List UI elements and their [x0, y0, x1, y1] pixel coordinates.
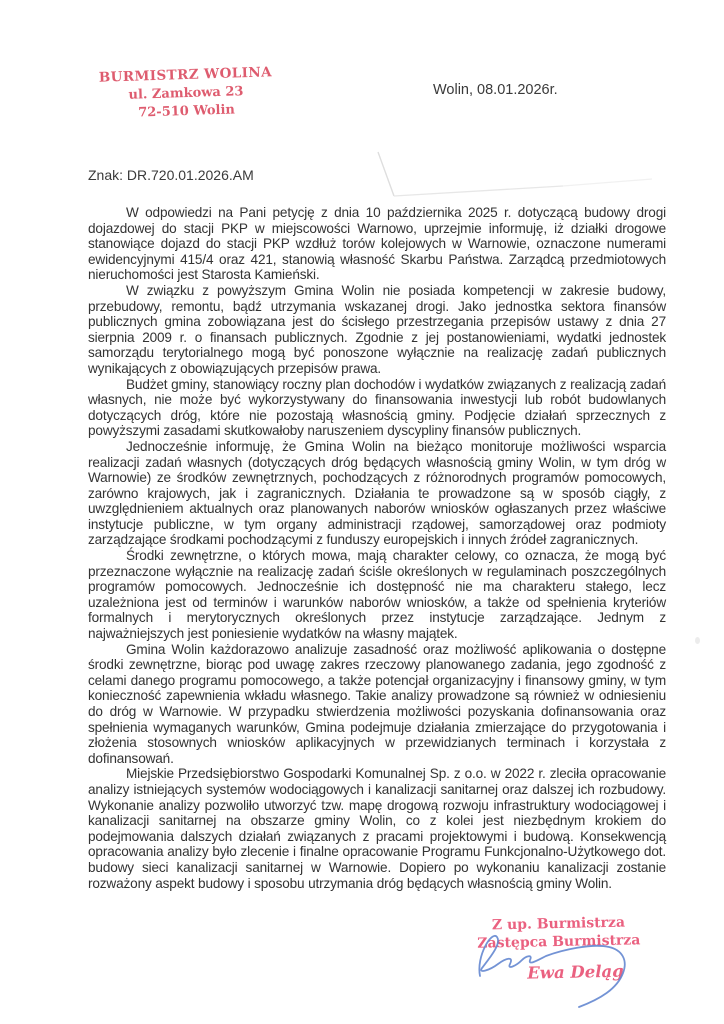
- signature-name: Ewa Deląg: [527, 961, 624, 983]
- signature-authorization: Z up. Burmistrza: [491, 914, 626, 934]
- paragraph-2: W związku z powyższym Gmina Wolin nie posiada kompetencji w zakresie budowy, przebudowy, remontu, bądź utrzymania wskazanej drogi. Jako jednostka sektora finansów publicznych gmina zobowiązana jest do ścisłego przestrzegania przepisów ustawy z dnia 27 sierpnia 2009 r. o finansach publicznych. Zgodnie z jej postanowieniami, wydatki jednostek samorządu terytorialnego mogą być ponoszone wyłącznie na realizację zadań publicznych wynikających z obowiązujących przepisów prawa.: [88, 282, 666, 376]
- reference-number: Znak: DR.720.01.2026.AM: [88, 167, 254, 183]
- signature-block: [451, 914, 666, 984]
- paragraph-7: Miejskie Przedsiębiorstwo Gospodarki Komunalnej Sp. z o.o. w 2022 r. zleciła opracowanie analizy istniejących systemów wodociągowych i kanalizacji sanitarnej oraz dalszej ich rozbudowy. Wykonanie analizy pozwoliło utworzyć tzw. mapę drogową rozwoju infrastruktury wodociągowej i kanalizacji sanitarnej na obszarze gminy Wolin, co z kolei jest niezbędnym krokiem do podejmowania dalszych działań związanych z pracami projektowymi i budową. Konsekwencją opracowania analizy było zlecenie i finalne opracowanie Programu Funkcjonalno-Użytkowego dot. budowy sieci kanalizacji sanitarnej w Warnowie. Dopiero po wykonaniu kanalizacji zostanie rozważony aspekt budowy i sposobu utrzymania dróg będących własnością gminy Wolin.: [88, 766, 666, 891]
- paragraph-3: Budżet gminy, stanowiący roczny plan dochodów i wydatków związanych z realizacją zadań własnych, nie może być wykorzystywany do finansowania inwestycji lub robót budowlanych dotyczących dróg, które nie pozostają własnością gminy. Podjęcie działań sprzecznych z powyższymi zasadami skutkowałoby naruszeniem dyscypliny finansów publicznych.: [88, 376, 666, 439]
- paragraph-4: Jednocześnie informuję, że Gmina Wolin na bieżąco monitoruje możliwości wsparcia realizacji zadań własnych (dotyczących dróg będących własnością gminy Wolin, w tym dróg w Warnowie) ze środków zewnętrznych, pochodzących z różnorodnych programów pomocowych, zarówno krajowych, jak i zagranicznych. Działania te prowadzone są w sposób ciągły, z uwzględnieniem aktualnych oraz planowanych naborów wniosków ogłaszanych przez właściwe instytucje publiczne, w tym organy administracji rządowej, samorządowej oraz podmioty zarządzające środkami pochodzącymi z funduszy europejskich i innych źródeł zagranicznych.: [88, 438, 666, 548]
- scan-speck-artifact: [695, 637, 700, 644]
- paragraph-6: Gmina Wolin każdorazowo analizuje zasadność oraz możliwość aplikowania o dostępne środki zewnętrzne, biorąc pod uwagę zakres rzeczowy planowanego zadania, jego zgodność z celami danego programu pomocowego, a także potencjał organizacyjny i finansowy gminy, w tym konieczność zapewnienia wkładu własnego. Takie analizy prowadzone są również w odniesieniu do dróg w Warnowie. W przypadku stwierdzenia możliwości pozyskania dofinansowania oraz spełnienia wymaganych warunków, Gmina podejmuje działania zmierzające do przygotowania i złożenia stosownych wniosków aplikacyjnych w przewidzianych terminach i korzystała z dofinansowań.: [88, 641, 666, 766]
- sender-address-stamp: [97, 65, 275, 122]
- sender-city: 72-510 Wolin: [138, 102, 236, 121]
- letter-body: [88, 205, 666, 891]
- paragraph-5: Środki zewnętrzne, o których mowa, mają charakter celowy, co oznacza, że mogą być przeznaczone wyłącznie na realizację zadań ściśle określonych w regulaminach poszczególnych programów pomocowych. Jednocześnie ich dostępność nie ma charakteru stałego, lecz uzależniona jest od terminów i warunków naborów wniosków, a także od spełnienia kryteriów formalnych i merytorycznych określonych przez instytucje zarządzające. Jednym z najważniejszych jest poniesienie wydatków na własny majątek.: [88, 548, 666, 642]
- signature-title: Zastępca Burmistrza: [477, 932, 641, 952]
- date-line: Wolin, 08.01.2026r.: [433, 82, 558, 98]
- paragraph-1: W odpowiedzi na Pani petycję z dnia 10 października 2025 r. dotyczącą budowy drogi dojazdowej do stacji PKP w miejscowości Warnowo, uprzejmie informuję, iż działki drogowe stanowiące dojazd do stacji PKP wzdłuż torów kolejowych w Warnowie, oznaczone numerami ewidencyjnymi 415/4 oraz 421, stanowią własność Skarbu Państwa. Zarządcą przedmiotowych nieruchomości jest Starosta Kamieński.: [88, 205, 666, 283]
- sender-street: ul. Zamkowa 23: [128, 84, 244, 103]
- sender-name: BURMISTRZ WOLINA: [98, 64, 273, 86]
